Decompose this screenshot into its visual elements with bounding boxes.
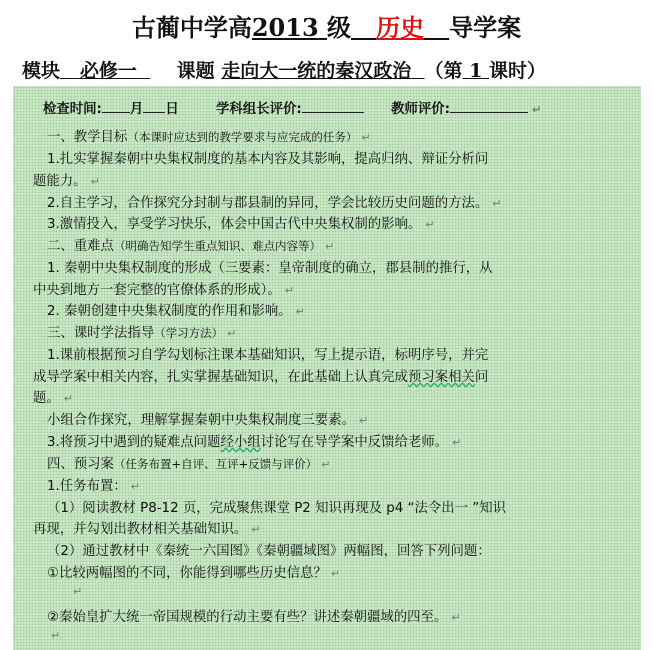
- leader-eval-label: 学科组长评价:: [216, 102, 302, 117]
- question-2: [47, 606, 461, 625]
- method-1-text-b2: 预习案相关: [407, 370, 475, 385]
- return-mark: ↵: [324, 240, 335, 253]
- empty-line: [47, 628, 60, 643]
- return-mark: ↵: [90, 175, 100, 188]
- day-label: 日: [165, 102, 179, 117]
- task-heading-text: 1.任务布置：: [47, 479, 127, 494]
- return-mark: ↵: [451, 611, 461, 624]
- section-2-note: （明确告知学生重点知识、难点内容等）: [113, 239, 321, 253]
- lesson-value: 走向大一统的秦汉政治: [221, 60, 412, 82]
- leader-eval-blank: [302, 100, 364, 113]
- month-label: 月: [129, 102, 144, 117]
- task-1-line-b: [33, 518, 260, 537]
- question-1-text: ①比较两幅图的不同，你能得到哪些历史信息？: [47, 566, 327, 581]
- goal-3: [47, 213, 435, 232]
- return-mark: ↵: [130, 480, 140, 493]
- teacher-eval-blank: [450, 100, 528, 113]
- return-mark: ↵: [321, 458, 331, 471]
- grade-unit: 级: [327, 13, 351, 42]
- return-mark: ↵: [532, 103, 542, 116]
- method-3: [47, 431, 461, 450]
- method-1-line-a: 1.课前根据预习自学勾划标注课本基础知识，写上提示语，标明序号，并完: [47, 348, 489, 363]
- method-3-text-3: 讨论写在导学案中反馈给老师。: [260, 435, 449, 450]
- return-mark: ↵: [425, 218, 435, 231]
- period-value: 1: [469, 60, 483, 82]
- section-1-note: （本课时应达到的教学要求与应完成的任务）: [127, 130, 358, 144]
- question-2-text: ②秦始皇扩大统一帝国规模的行动主要有些？讲述秦朝疆域的四至。: [47, 610, 448, 625]
- goal-3-text: 3.激情投入，享受学习快乐，体会中国古代中央集权制的影响。: [47, 217, 422, 232]
- section-4-note: （任务布置+自评、互评+反馈与评价）: [113, 457, 318, 471]
- return-mark: ↵: [284, 284, 294, 297]
- task-1-text-b: 再现，并勾划出教材相关基础知识。: [33, 522, 248, 537]
- day-blank: [143, 100, 165, 113]
- method-3-text-1: 3.将预习中遇到的疑难点问题: [47, 435, 221, 450]
- check-time-label: 检查时间:: [43, 102, 102, 117]
- period-prefix: （第: [424, 60, 463, 82]
- return-mark: ↵: [251, 523, 261, 536]
- return-mark: ↵: [51, 629, 61, 642]
- module-label: 模块: [22, 60, 61, 82]
- method-1-text-b3: 问: [474, 370, 489, 385]
- goal-2-text: 2.自主学习，合作探究分封制与郡县制的异同，学会比较历史问题的方法。: [47, 196, 489, 211]
- goal-1-line-a: 1.扎实掌握秦朝中央集权制度的基本内容及其影响，提高归纳、辩证分析问: [47, 152, 489, 167]
- check-line: [43, 98, 541, 117]
- goal-1-text-b: 题能力。: [33, 174, 87, 189]
- return-mark: ↵: [227, 327, 237, 340]
- goal-2: [47, 192, 502, 211]
- period-suffix: 课时）: [488, 60, 546, 82]
- section-3-note: （学习方法）: [154, 326, 224, 340]
- section-3-heading: [47, 322, 236, 341]
- return-mark: ↵: [330, 567, 341, 580]
- return-mark: ↵: [358, 414, 369, 427]
- task-1-line-a: （1）阅读教材 P8-12 页，完成聚焦课堂 P2 知识再现及 p4 “法令出一 ”知识: [47, 501, 507, 516]
- section-4-heading: [47, 453, 330, 472]
- key-point-1-text-b: 中央到地方一套完整的官僚体系的形成）。: [33, 283, 281, 298]
- content-panel: [13, 86, 641, 650]
- return-mark: ↵: [73, 585, 83, 598]
- return-mark: ↵: [492, 197, 502, 210]
- section-3-title: 三、课时学法指导: [47, 326, 155, 341]
- month-blank: [102, 100, 130, 113]
- module-line: [22, 56, 642, 83]
- return-mark: ↵: [361, 131, 371, 144]
- doc-type: 导学案: [449, 13, 522, 42]
- return-mark: ↵: [295, 305, 305, 318]
- section-1-title: 一、教学目标: [47, 130, 128, 145]
- method-2-text: 小组合作探究，理解掌握秦朝中央集权制度三要素。: [47, 413, 355, 428]
- lesson-label: 课题: [176, 60, 215, 82]
- method-1-text-c: 题。: [33, 391, 60, 406]
- task-heading: [47, 475, 140, 494]
- section-4-title: 四、预习案: [47, 457, 114, 472]
- section-2-title: 二、重难点: [47, 239, 114, 254]
- question-1: [47, 562, 340, 581]
- key-point-2: [47, 300, 305, 319]
- goal-1-line-b: [33, 170, 100, 189]
- method-2: [47, 409, 368, 428]
- method-3-text-2: 经小组: [220, 435, 261, 450]
- year-value: 2013: [251, 13, 319, 42]
- document-title: [0, 8, 653, 43]
- section-1-heading: [47, 126, 371, 145]
- subject-value: 历史: [376, 13, 425, 42]
- method-1-line-b: [33, 366, 488, 385]
- task-2: （2）通过教材中《秦统一六国图》《秦朝疆域图》两幅图，回答下列问题：: [47, 544, 491, 559]
- key-point-1-line-b: [33, 279, 294, 298]
- section-2-heading: [47, 235, 334, 254]
- empty-line: [69, 584, 82, 599]
- return-mark: ↵: [452, 436, 462, 449]
- method-1-line-c: [33, 387, 73, 406]
- key-point-1-line-a: 1. 秦朝中央集权制度的形成（三要素：皇帝制度的确立，郡县制的推行，从: [47, 261, 493, 276]
- method-1-text-b1: 成导学案中相关内容，扎实掌握基础知识，在此基础上认真完成: [33, 370, 408, 385]
- key-point-2-text: 2. 秦朝创建中央集权制度的作用和影响。: [47, 304, 292, 319]
- return-mark: ↵: [63, 392, 73, 405]
- teacher-eval-label: 教师评价:: [391, 102, 451, 117]
- module-value: 必修一: [79, 60, 137, 82]
- school-name: 古蔺中学高: [131, 13, 252, 42]
